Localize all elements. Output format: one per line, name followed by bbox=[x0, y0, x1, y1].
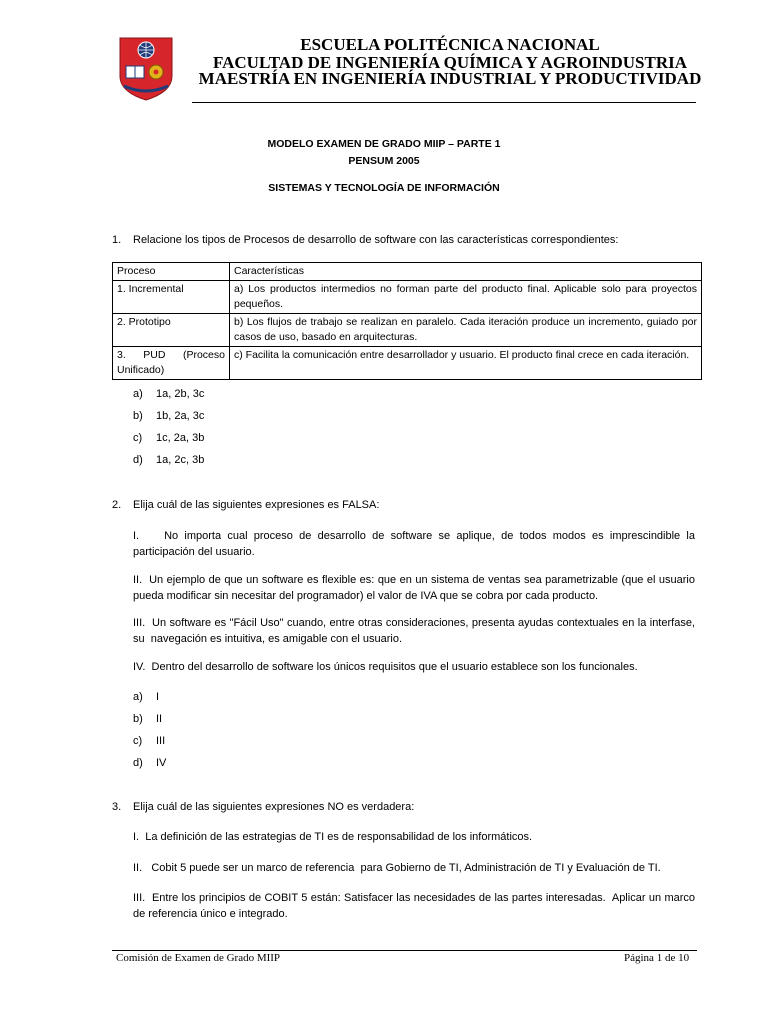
table-cell: 1. Incremental bbox=[113, 281, 230, 314]
option-text: 1a, 2c, 3b bbox=[156, 454, 205, 466]
answer-option bbox=[133, 713, 162, 725]
question-2-text: Elija cuál de las siguientes expresiones es FALSA: bbox=[133, 499, 380, 511]
option-letter: a) bbox=[133, 691, 143, 703]
statement-iii: III. Entre los principios de COBIT 5 están: Satisfacer las necesidades de las partes interesadas. Aplicar un marco de referencia único e integrado. bbox=[133, 892, 699, 920]
statement-i: I. No importa cual proceso de desarrollo de software se aplique, de todos modos es imprescindible la participación del usuario. bbox=[133, 530, 699, 558]
option-text: II bbox=[156, 713, 163, 725]
option-text: 1a, 2b, 3c bbox=[156, 388, 205, 400]
table-row bbox=[113, 347, 702, 380]
question-3-number: 3. bbox=[112, 801, 122, 813]
statement-ii: II. Cobit 5 puede ser un marco de referencia para Gobierno de TI, Administración de TI y Evaluación de TI. bbox=[133, 862, 661, 874]
statement-iii: III. Un software es "Fácil Uso" cuando, entre otras consideraciones, presenta ayudas contextuales en la interfase, su navegación es intuitiva, es amigable con el usuario. bbox=[133, 617, 699, 645]
option-letter: b) bbox=[133, 713, 143, 725]
option-letter: c) bbox=[133, 432, 143, 444]
table-header-cell: Proceso bbox=[113, 263, 230, 281]
option-text: 1b, 2a, 3c bbox=[156, 410, 205, 422]
table-header-row bbox=[113, 263, 702, 281]
table-cell: b) Los flujos de trabajo se realizan en paralelo. Cada iteración produce un incremento, guiado por casos de uso, basado en arquitecturas. bbox=[230, 314, 702, 347]
school-crest-logo bbox=[118, 36, 174, 102]
answer-option bbox=[133, 454, 204, 466]
footer-divider bbox=[112, 950, 697, 951]
statement-i: I. La definición de las estrategias de TI es de responsabilidad de los informáticos. bbox=[133, 831, 533, 843]
table-cell: a) Los productos intermedios no forman parte del producto final. Aplicable solo para proyectos pequeños. bbox=[230, 281, 702, 314]
option-letter: c) bbox=[133, 735, 143, 747]
answer-option bbox=[133, 691, 159, 703]
option-letter: d) bbox=[133, 454, 143, 466]
program-name: MAESTRÍA EN INGENIERÍA INDUSTRIAL Y PRODUCTIVIDAD bbox=[198, 69, 702, 88]
answer-option bbox=[133, 757, 166, 769]
question-1-number: 1. bbox=[112, 234, 122, 246]
exam-title: MODELO EXAMEN DE GRADO MIIP – PARTE 1 bbox=[267, 138, 501, 150]
statement-ii: II. Un ejemplo de que un software es flexible es: que en un sistema de ventas sea parametrizable (que el usuario pueda modificar sin necesitar del programador) el valor de IVA que se cobra por cada producto. bbox=[133, 574, 699, 602]
pensum-title: PENSUM 2005 bbox=[348, 155, 420, 167]
subject-title: SISTEMAS Y TECNOLOGÍA DE INFORMACIÓN bbox=[268, 182, 500, 194]
option-text: IV bbox=[156, 757, 167, 769]
option-text: 1c, 2a, 3b bbox=[156, 432, 205, 444]
answer-option bbox=[133, 735, 165, 747]
option-text: I bbox=[156, 691, 160, 703]
answer-option bbox=[133, 388, 204, 400]
question-1-text: Relacione los tipos de Procesos de desarrollo de software con las características correspondientes: bbox=[133, 234, 619, 246]
table-header-cell: Características bbox=[230, 263, 702, 281]
table-cell: c) Facilita la comunicación entre desarrollador y usuario. El producto final crece en cada iteración. bbox=[230, 347, 702, 380]
answer-option bbox=[133, 410, 204, 422]
option-letter: d) bbox=[133, 757, 143, 769]
option-letter: a) bbox=[133, 388, 143, 400]
statement-iv: IV. Dentro del desarrollo de software los únicos requisitos que el usuario establece son los funcionales. bbox=[133, 661, 638, 673]
header-divider bbox=[192, 102, 696, 103]
faculty-name: FACULTAD DE INGENIERÍA QUÍMICA Y AGROINDUSTRIA bbox=[212, 53, 688, 72]
option-letter: b) bbox=[133, 410, 143, 422]
option-text: III bbox=[156, 735, 166, 747]
institution-name: ESCUELA POLITÉCNICA NACIONAL bbox=[300, 35, 600, 54]
answer-option bbox=[133, 432, 204, 444]
table-cell: 2. Prototipo bbox=[113, 314, 230, 347]
table-row bbox=[113, 314, 702, 347]
question-2-number: 2. bbox=[112, 499, 122, 511]
footer-commission: Comisión de Examen de Grado MIIP bbox=[116, 952, 281, 964]
process-table bbox=[112, 262, 702, 380]
question-3-text: Elija cuál de las siguientes expresiones NO es verdadera: bbox=[133, 801, 415, 813]
table-cell: 3. PUD (Proceso Unificado) bbox=[113, 347, 230, 380]
table-row bbox=[113, 281, 702, 314]
page-number: Página 1 de 10 bbox=[624, 952, 690, 964]
